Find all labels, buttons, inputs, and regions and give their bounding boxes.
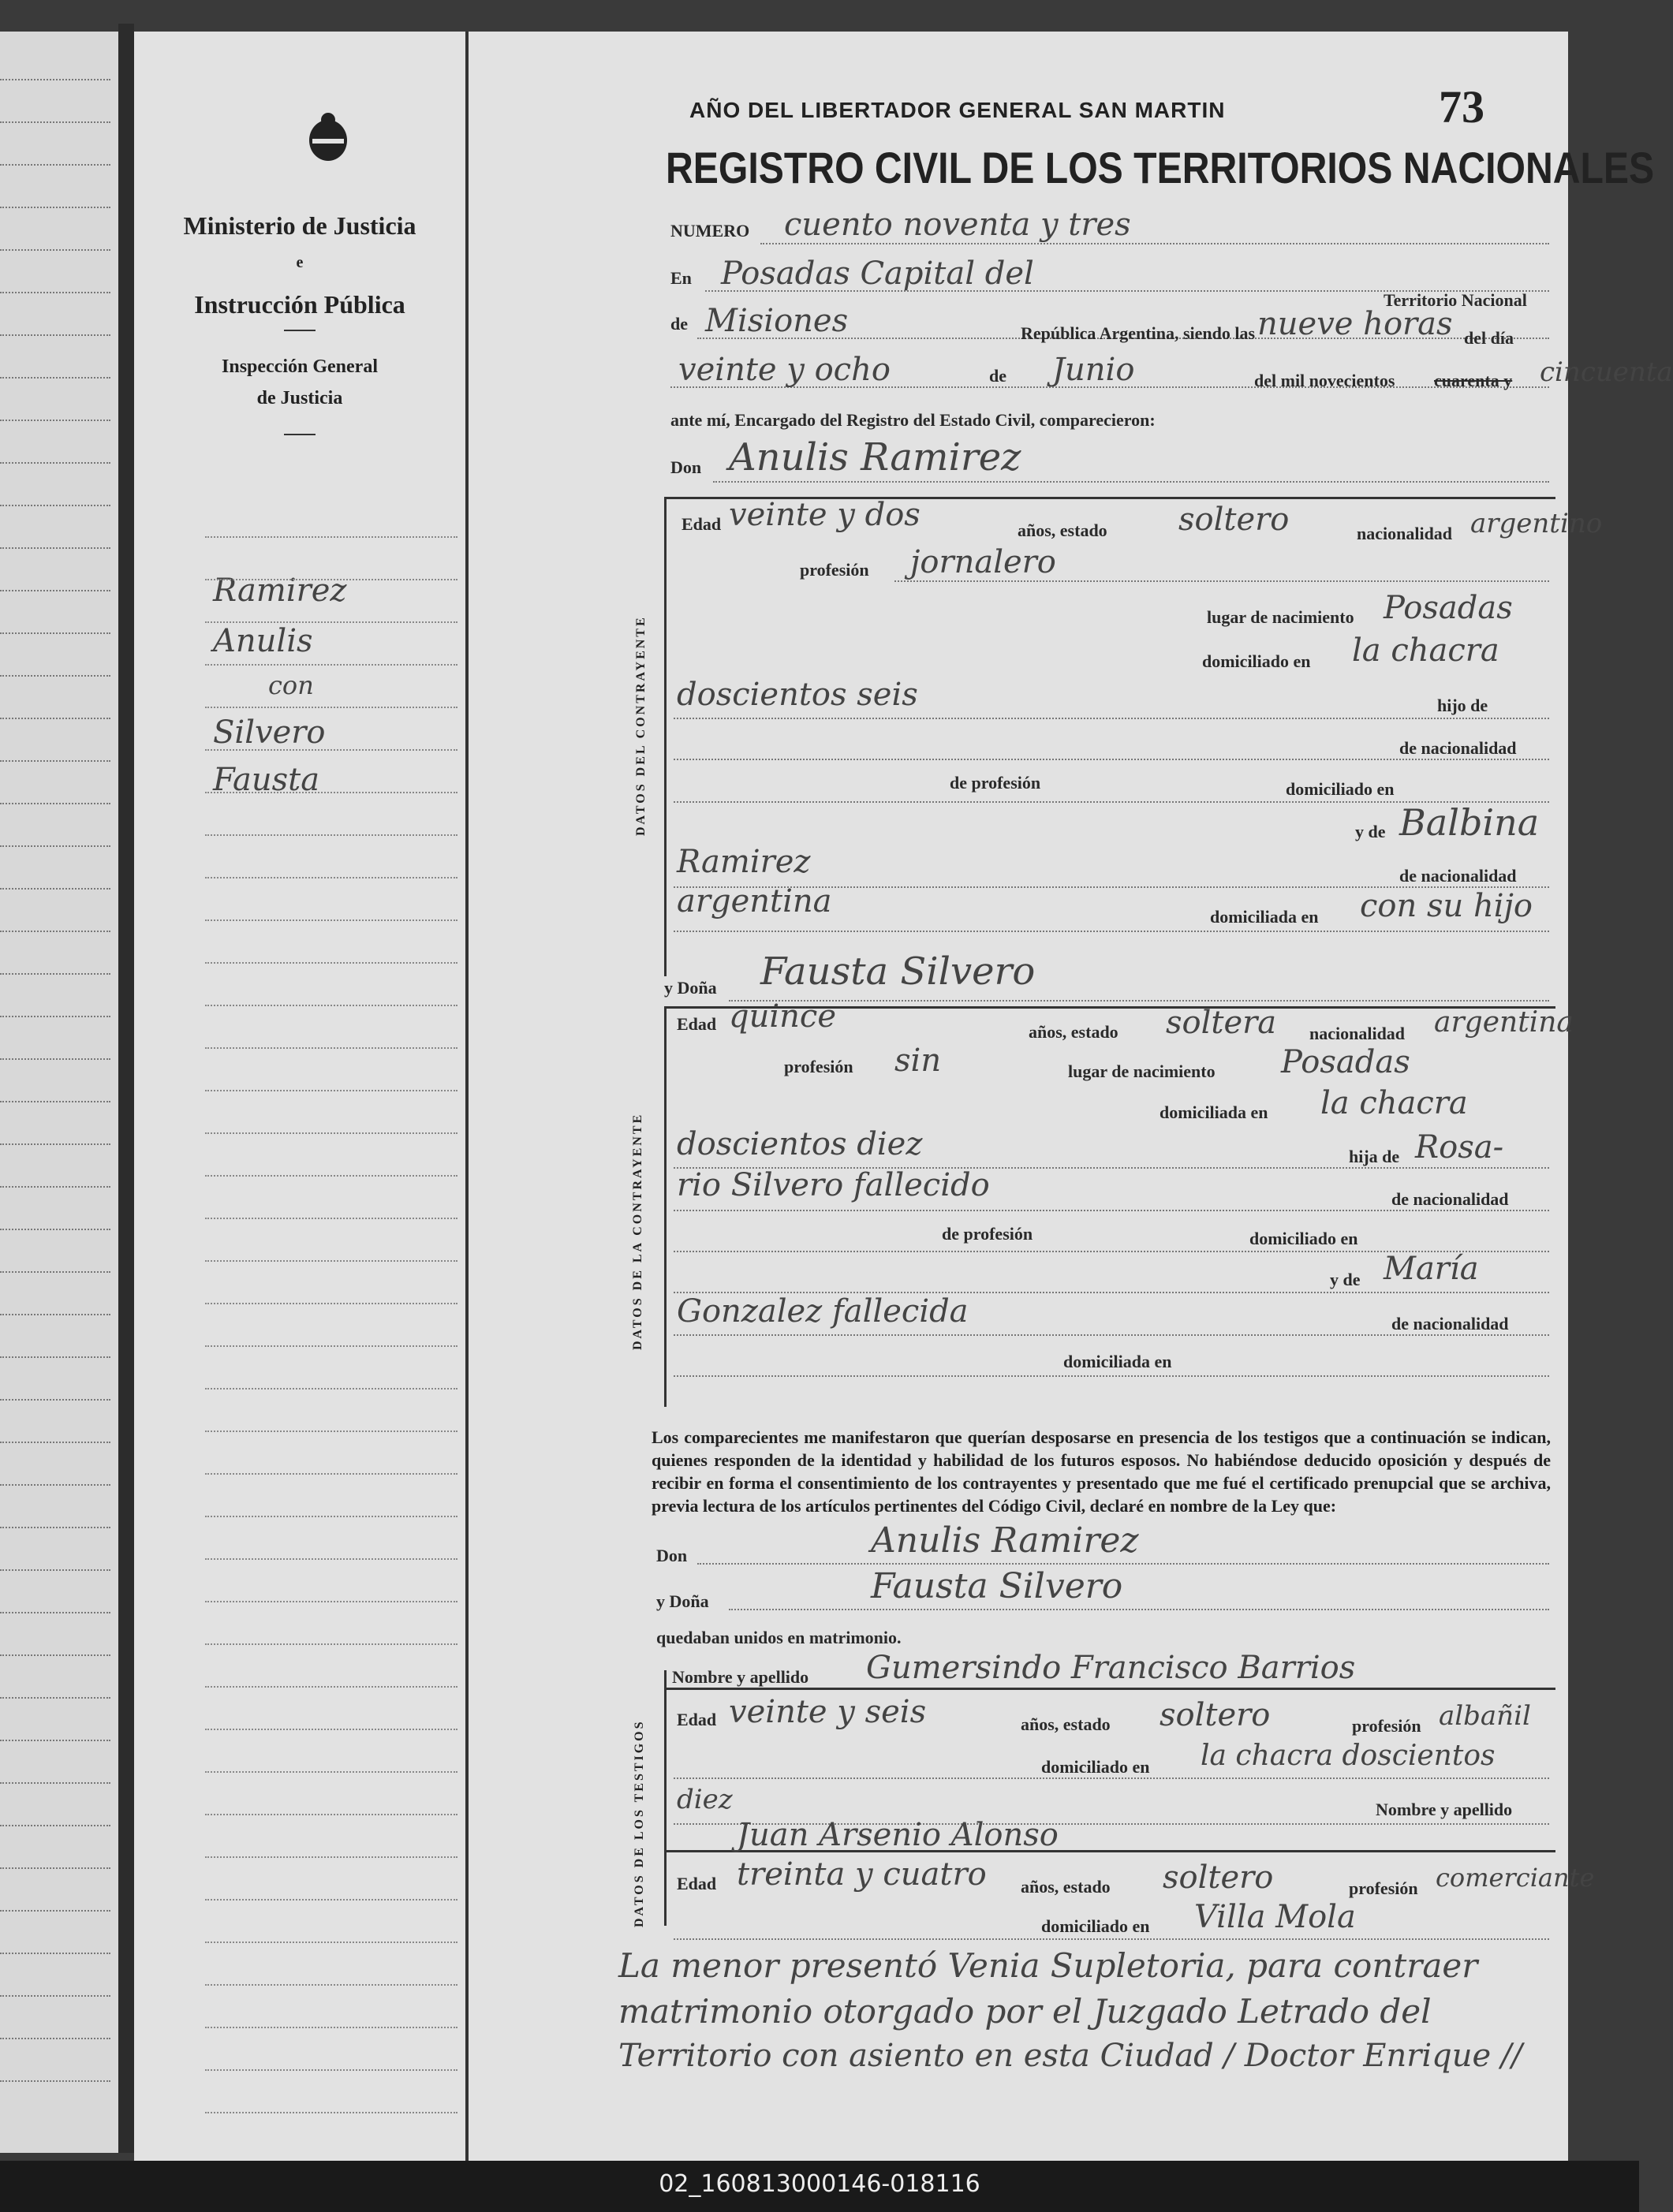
lugar-label: lugar de nacimiento bbox=[1207, 607, 1354, 627]
ruled-line bbox=[0, 1484, 110, 1486]
ministry-title: Ministerio de Justicia bbox=[183, 211, 416, 240]
testigo1-profesion-label: profesión bbox=[1352, 1716, 1421, 1736]
ruled-line bbox=[205, 1260, 457, 1262]
ruled-line bbox=[205, 2069, 457, 2071]
ruled-line bbox=[0, 249, 110, 251]
testigo1-edad: veinte y seis bbox=[729, 1694, 927, 1730]
ruled-line bbox=[0, 2038, 110, 2039]
de-nacionalidad-label-3: de nacionalidad bbox=[1391, 1189, 1509, 1209]
territorio-label: Territorio Nacional bbox=[1384, 290, 1527, 310]
ruled-line bbox=[205, 1132, 457, 1134]
ruled-line bbox=[0, 1527, 110, 1528]
madre-value-2-cont: Gonzalez fallecida bbox=[677, 1293, 969, 1330]
edad-label: Edad bbox=[682, 514, 722, 534]
ruled-line bbox=[205, 919, 457, 921]
testigos-bracket bbox=[664, 1670, 667, 1926]
line bbox=[674, 1334, 1549, 1336]
testigo1-edad-label: Edad bbox=[677, 1710, 717, 1729]
profesion-label-2: profesión bbox=[784, 1057, 853, 1076]
ante-label: ante mí, Encargado del Registro del Estado Civil, comparecieron: bbox=[670, 410, 1156, 430]
ruled-line bbox=[0, 1782, 110, 1784]
testigo1-profesion: albañil bbox=[1439, 1700, 1531, 1732]
ruled-line bbox=[205, 1771, 457, 1773]
del-dia-label: del día bbox=[1464, 328, 1514, 348]
ruled-line bbox=[205, 1558, 457, 1560]
ruled-line bbox=[0, 1442, 110, 1443]
note-line-1: La menor presentó Venia Supletoria, para contraer bbox=[618, 1946, 1478, 1985]
edad-value-2: quince bbox=[729, 998, 836, 1035]
madre-value-cont: Ramirez bbox=[677, 844, 811, 880]
line bbox=[713, 481, 1549, 483]
ruled-line bbox=[205, 1431, 457, 1432]
madre-value: Balbina bbox=[1399, 801, 1540, 844]
ruled-line bbox=[205, 1473, 457, 1475]
ruled-line bbox=[205, 1686, 457, 1688]
ruled-line bbox=[0, 760, 110, 762]
ruled-line bbox=[0, 79, 110, 80]
declaration-don-value: Anulis Ramirez bbox=[871, 1520, 1139, 1561]
form-content bbox=[469, 32, 1673, 2161]
contrayente-bracket bbox=[664, 497, 667, 976]
domiciliada-en-label: domiciliada en bbox=[1210, 907, 1319, 927]
testigos-side-label: DATOS DE LOS TESTIGOS bbox=[633, 1719, 646, 1927]
divider bbox=[284, 330, 316, 331]
mes-value: Junio bbox=[1052, 352, 1135, 388]
ruled-line bbox=[0, 420, 110, 421]
testigo2-profesion: comerciante bbox=[1436, 1863, 1595, 1893]
margin-note-surname2: Silvero bbox=[213, 714, 326, 751]
domiciliada-value-2: la chacra bbox=[1320, 1085, 1468, 1121]
de-profesion-label: de profesión bbox=[950, 773, 1041, 793]
ruled-line bbox=[205, 1942, 457, 1943]
margin-note-con: con bbox=[268, 670, 314, 700]
anos-estado-label-2: años, estado bbox=[1029, 1022, 1118, 1042]
ruled-line bbox=[0, 1186, 110, 1188]
testigo1-estado-label: años, estado bbox=[1021, 1714, 1111, 1734]
testigo1-domic-label: domiciliado en bbox=[1041, 1757, 1150, 1777]
ruled-line bbox=[205, 621, 457, 623]
madre-nacionalidad-value: argentina bbox=[677, 883, 832, 919]
de-nacionalidad-label: de nacionalidad bbox=[1399, 738, 1517, 758]
domiciliado-value-cont: doscientos seis bbox=[677, 677, 918, 713]
coat-of-arms-icon bbox=[306, 110, 350, 162]
testigo2-domic: Villa Mola bbox=[1194, 1899, 1356, 1935]
testigo1-nombre: Gumersindo Francisco Barrios bbox=[866, 1650, 1356, 1686]
year-banner: AÑO DEL LIBERTADOR GENERAL SAN MARTIN bbox=[689, 98, 1226, 122]
padre-value-cont: rio Silvero fallecido bbox=[677, 1167, 990, 1203]
testigo1-domic: la chacra doscientos bbox=[1201, 1740, 1496, 1772]
de-nacionalidad-label-4: de nacionalidad bbox=[1391, 1314, 1509, 1334]
nombre-label: Nombre y apellido bbox=[672, 1667, 809, 1687]
ruled-line bbox=[0, 1356, 110, 1358]
numero-value: cuento noventa y tres bbox=[784, 207, 1131, 243]
profesion-label: profesión bbox=[800, 560, 869, 580]
ruled-line bbox=[0, 1101, 110, 1102]
ruled-line bbox=[205, 707, 457, 708]
testigo2-profesion-label: profesión bbox=[1349, 1878, 1418, 1898]
testigo2-domic-label: domiciliado en bbox=[1041, 1916, 1150, 1936]
nacionalidad-label: nacionalidad bbox=[1357, 524, 1453, 543]
lugar-value: Posadas bbox=[1384, 590, 1513, 626]
ruled-line bbox=[0, 845, 110, 847]
de-profesion-label-2: de profesión bbox=[942, 1224, 1033, 1244]
declaration-don-label: Don bbox=[656, 1546, 688, 1565]
ruled-line bbox=[0, 1058, 110, 1060]
inspection-line1: Inspección General bbox=[222, 356, 378, 377]
estado-value-2: soltera bbox=[1166, 1005, 1277, 1041]
ruled-line bbox=[0, 505, 110, 506]
page-title: REGISTRO CIVIL DE LOS TERRITORIOS NACIONALES bbox=[666, 143, 1655, 192]
ruled-line bbox=[0, 590, 110, 591]
nacionalidad-label-2: nacionalidad bbox=[1309, 1024, 1406, 1043]
ruled-line bbox=[0, 121, 110, 123]
testigo1-estado: soltero bbox=[1160, 1697, 1271, 1733]
domiciliado-label: domiciliado en bbox=[1202, 651, 1311, 671]
ruled-line bbox=[0, 1569, 110, 1571]
domiciliada-label-2: domiciliada en bbox=[1160, 1102, 1268, 1122]
testigo2-edad: treinta y cuatro bbox=[737, 1856, 987, 1893]
nacionalidad-value-2: argentina bbox=[1434, 1006, 1574, 1039]
testigo2-estado: soltero bbox=[1163, 1859, 1274, 1896]
dia-value: veinte y ocho bbox=[678, 352, 891, 388]
ruled-line bbox=[205, 1984, 457, 1986]
line bbox=[674, 931, 1549, 932]
ruled-line bbox=[0, 1697, 110, 1699]
ruled-line bbox=[0, 632, 110, 634]
ruled-line bbox=[0, 1867, 110, 1869]
ruled-line bbox=[205, 834, 457, 836]
ruled-line bbox=[0, 1910, 110, 1912]
book-spine bbox=[118, 24, 134, 2153]
domiciliado-en-label: domiciliado en bbox=[1286, 779, 1395, 799]
ruled-line bbox=[0, 1953, 110, 1954]
ruled-line bbox=[205, 749, 457, 751]
dona-label: y Doña bbox=[664, 978, 717, 998]
hija-label: hija de bbox=[1349, 1147, 1400, 1166]
padre-value: Rosa- bbox=[1415, 1129, 1504, 1166]
hijo-label: hijo de bbox=[1437, 696, 1488, 715]
republica-label: República Argentina, siendo las bbox=[1021, 323, 1256, 343]
y-de-label-2: y de bbox=[1330, 1270, 1361, 1289]
ruled-line bbox=[0, 973, 110, 975]
don-value: Anulis Ramirez bbox=[729, 435, 1021, 479]
en-value: Posadas Capital del bbox=[721, 256, 1034, 292]
contrayenta-side-label: DATOS DE LA CONTRAYENTE bbox=[631, 1112, 644, 1350]
ruled-line bbox=[205, 1090, 457, 1091]
estado-value: soltero bbox=[1178, 502, 1290, 538]
margin-column bbox=[134, 32, 469, 2161]
ruled-line bbox=[0, 292, 110, 293]
line bbox=[894, 580, 1549, 582]
ruled-line bbox=[0, 1314, 110, 1315]
divider bbox=[284, 434, 316, 435]
profesion-value-2: sin bbox=[894, 1043, 942, 1079]
ruled-line bbox=[0, 1825, 110, 1826]
domiciliado-en-label-2: domiciliado en bbox=[1249, 1229, 1358, 1248]
ruled-line bbox=[0, 2080, 110, 2082]
declaration-dona-value: Fausta Silvero bbox=[871, 1566, 1123, 1606]
line bbox=[674, 759, 1549, 760]
line bbox=[697, 1563, 1549, 1565]
ruled-line bbox=[0, 803, 110, 804]
ruled-line bbox=[0, 718, 110, 719]
ruled-line bbox=[205, 1303, 457, 1304]
ruled-line bbox=[0, 888, 110, 890]
line bbox=[674, 1777, 1549, 1779]
ruled-line bbox=[0, 675, 110, 677]
ruled-line bbox=[205, 962, 457, 964]
anos-estado-label: años, estado bbox=[1018, 520, 1107, 540]
ruled-line bbox=[205, 1345, 457, 1347]
ruled-line bbox=[0, 1399, 110, 1401]
ruled-line bbox=[0, 931, 110, 932]
nacionalidad-value: argentino bbox=[1470, 508, 1603, 539]
ruled-line bbox=[0, 1995, 110, 1997]
ruled-line bbox=[205, 1005, 457, 1006]
ministry-conjunction: e bbox=[296, 254, 304, 271]
testigo2-edad-label: Edad bbox=[677, 1874, 717, 1893]
testigo1-domic-cont: diez bbox=[677, 1784, 733, 1815]
mil-label: del mil novecientos bbox=[1254, 371, 1395, 390]
ruled-line bbox=[205, 1388, 457, 1389]
edad-label-2: Edad bbox=[677, 1014, 717, 1034]
inspection-line2: de Justicia bbox=[256, 388, 343, 408]
image-id-caption: 02_160813000146-018116 bbox=[659, 2170, 980, 2198]
ruled-line bbox=[205, 536, 457, 538]
testigo2-nombre: Juan Arsenio Alonso bbox=[737, 1817, 1059, 1853]
declaration-paragraph: Los comparecientes me manifestaron que querían desposarse en presencia de los testigos que a continuación se indican, quienes responden de la identidad y habilidad de los futuros esposos. No habiéndose deducido oposición y después de recibir en forma el consentimiento de los contrayentes y presentado que me fué el certificado prenupcial que se archiva, previa lectura de los artículos pertinentes del Código Civil, declaré en nombre de la Ley que: bbox=[652, 1427, 1551, 1516]
adjacent-page bbox=[0, 32, 118, 2153]
edad-value: veinte y dos bbox=[729, 497, 921, 533]
don-label: Don bbox=[670, 457, 702, 477]
line bbox=[760, 243, 1549, 244]
numero-label: NUMERO bbox=[670, 221, 750, 241]
ruled-line bbox=[205, 1516, 457, 1517]
profesion-value: jornalero bbox=[910, 544, 1056, 580]
note-line-2: matrimonio otorgado por el Juzgado Letrado del bbox=[618, 1992, 1432, 2031]
line bbox=[674, 1210, 1549, 1211]
ministry-subtitle: Instrucción Pública bbox=[194, 290, 405, 319]
ruled-line bbox=[205, 1899, 457, 1901]
ruled-line bbox=[0, 1740, 110, 1741]
de-label: de bbox=[670, 314, 688, 334]
testigos-rule-1 bbox=[664, 1688, 1555, 1690]
ruled-line bbox=[0, 377, 110, 379]
de-nacionalidad-2-label: de nacionalidad bbox=[1399, 866, 1517, 886]
hora-value: nueve horas bbox=[1257, 306, 1453, 342]
ruled-line bbox=[205, 1814, 457, 1815]
line bbox=[674, 1375, 1549, 1377]
margin-note-name: Anulis bbox=[213, 623, 313, 659]
testigo2-estado-label: años, estado bbox=[1021, 1877, 1111, 1897]
en-label: En bbox=[670, 268, 692, 288]
ruled-line bbox=[205, 579, 457, 580]
domiciliada-value: con su hijo bbox=[1360, 888, 1533, 924]
ruled-line bbox=[205, 877, 457, 878]
ruled-line bbox=[0, 1016, 110, 1017]
year-value: cincuenta bbox=[1540, 356, 1673, 388]
ruled-line bbox=[205, 1047, 457, 1049]
domiciliado-value: la chacra bbox=[1352, 632, 1499, 669]
line bbox=[729, 1000, 1549, 1002]
margin-note-surname: Ramirez bbox=[213, 573, 347, 609]
dona-value: Fausta Silvero bbox=[760, 949, 1036, 994]
contrayenta-bracket bbox=[664, 1006, 667, 1407]
ruled-line bbox=[205, 2112, 457, 2113]
ruled-line bbox=[0, 1229, 110, 1230]
note-line-3: Territorio con asiento en esta Ciudad / Doctor Enrique // bbox=[618, 2038, 1522, 2074]
ruled-line bbox=[0, 462, 110, 464]
ruled-line bbox=[205, 1729, 457, 1730]
lugar-label-2: lugar de nacimiento bbox=[1068, 1061, 1216, 1081]
ruled-line bbox=[0, 1654, 110, 1656]
ruled-line bbox=[205, 792, 457, 793]
line bbox=[674, 718, 1549, 719]
domiciliada-en-label-2: domiciliada en bbox=[1063, 1352, 1172, 1371]
ruled-line bbox=[205, 2027, 457, 2028]
nombre2-label: Nombre y apellido bbox=[1376, 1800, 1513, 1819]
line bbox=[674, 1938, 1549, 1940]
unidos-text: quedaban unidos en matrimonio. bbox=[656, 1628, 902, 1647]
page-number: 73 bbox=[1439, 81, 1484, 132]
de-label-2: de bbox=[989, 366, 1006, 386]
lugar-value-2: Posadas bbox=[1281, 1044, 1410, 1080]
register-page bbox=[134, 32, 1673, 2161]
declaration-dona-label: y Doña bbox=[656, 1591, 709, 1611]
ruled-line bbox=[205, 1856, 457, 1858]
ruled-line bbox=[0, 1271, 110, 1273]
domiciliada-value-2-cont: doscientos diez bbox=[677, 1126, 923, 1162]
ruled-line bbox=[0, 207, 110, 208]
ruled-line bbox=[0, 334, 110, 336]
ruled-line bbox=[205, 664, 457, 666]
de-value: Misiones bbox=[705, 303, 849, 339]
y-de-label: y de bbox=[1355, 822, 1386, 841]
ruled-line bbox=[205, 1218, 457, 1219]
ruled-line bbox=[205, 1175, 457, 1177]
madre-value-2: María bbox=[1384, 1251, 1479, 1287]
ruled-line bbox=[0, 547, 110, 549]
contrayente-side-label: DATOS DEL CONTRAYENTE bbox=[634, 615, 648, 836]
margin-note-name2: Fausta bbox=[213, 762, 320, 798]
ruled-line bbox=[205, 1601, 457, 1602]
struck-word: cuarenta y bbox=[1434, 371, 1513, 390]
ruled-line bbox=[0, 1612, 110, 1613]
ruled-line bbox=[0, 1143, 110, 1145]
line bbox=[729, 1609, 1549, 1610]
ruled-line bbox=[205, 1643, 457, 1645]
ruled-line bbox=[0, 164, 110, 166]
